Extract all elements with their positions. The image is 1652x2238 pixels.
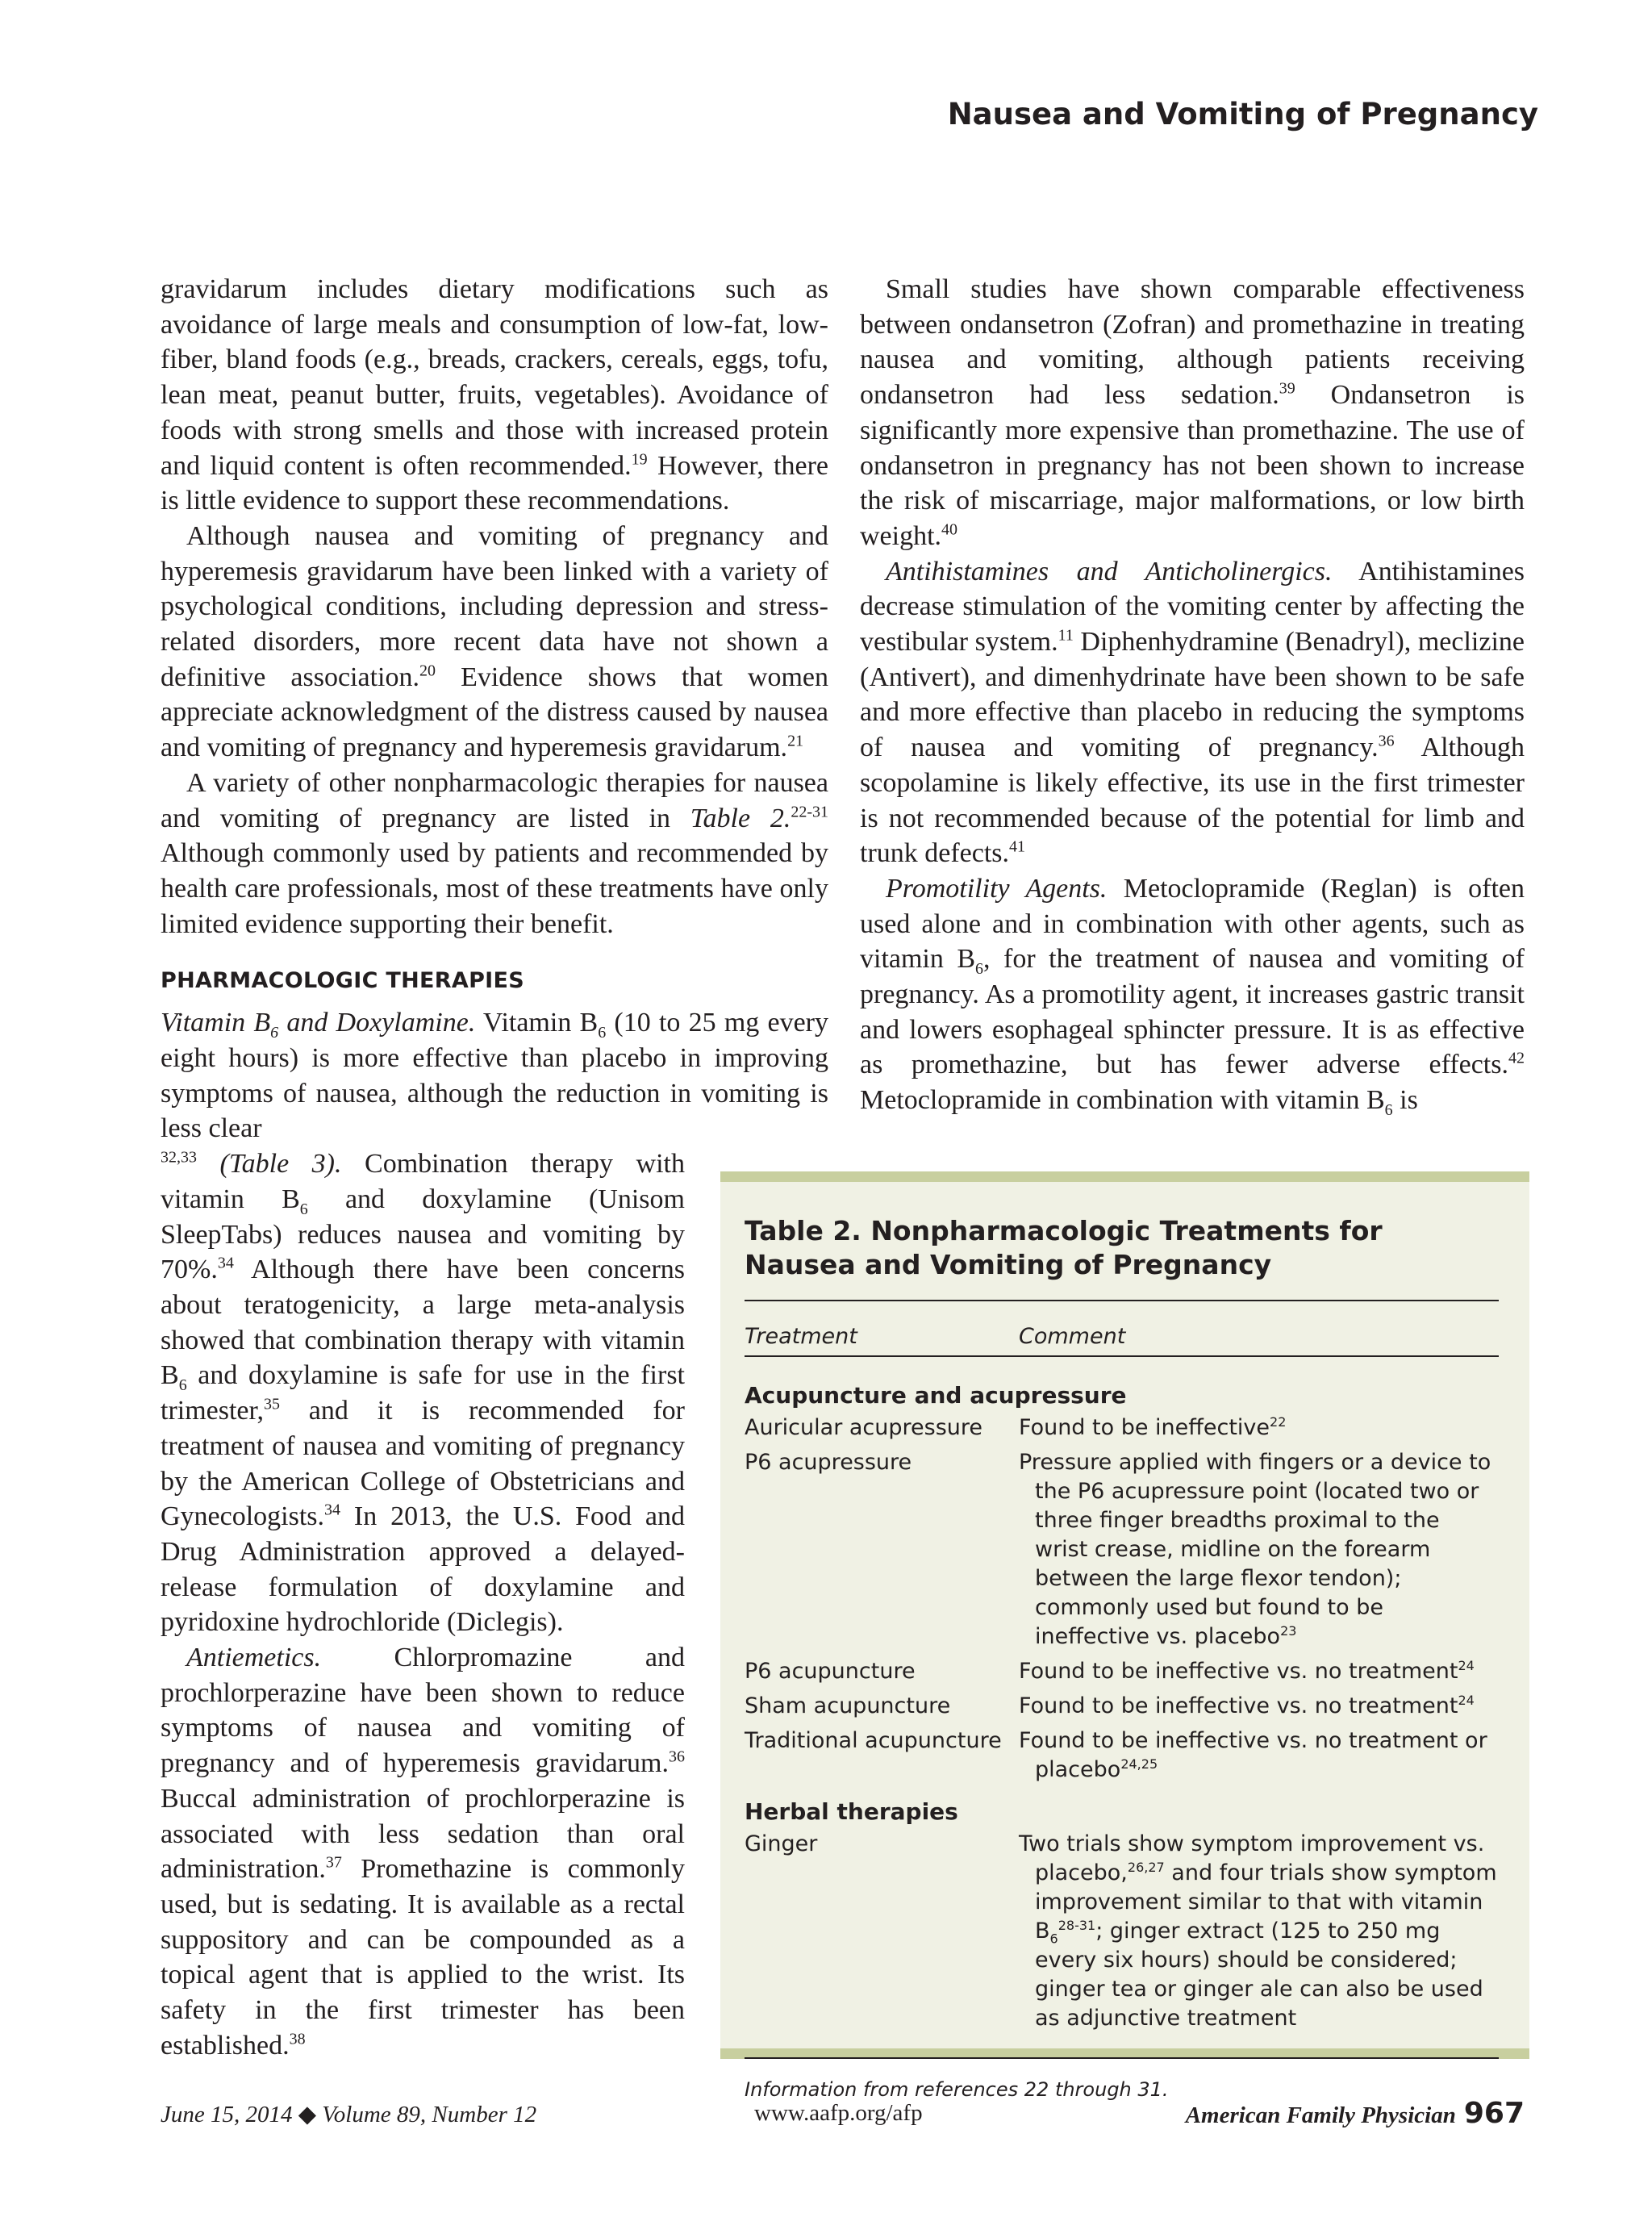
subheading: Antihistamines and Anticholinergics. [886, 556, 1333, 587]
treatment-cell: P6 acupuncture [745, 1659, 916, 1684]
right-column [860, 272, 1525, 1118]
subheading: Antiemetics. [186, 1643, 322, 1673]
table-row [745, 1830, 1499, 2033]
table-row [745, 1413, 1499, 1443]
comment-cell: Two trials show symptom improvement vs. placebo,$^{26,27}$ and four trials show symptom improvement similar to that with vitamin $B_6^{28-31}$; ginger extract (125 to 250 mg every six hours) should be considered; ginger tea or ginger ale can also be used as adjunctive treatment [1019, 1831, 1497, 2031]
journal-and-page [1186, 2097, 1525, 2130]
paragraph: Although nausea and vomiting of pregnancy and hyperemesis gravidarum have been linked with a variety of psychological conditions, including depression and stress-related disorders, more recent data have not shown a definitive association.$^{20}$ Evidence shows that women appreciate acknowledgment of the distress caused by nausea and vomiting of pregnancy and hyperemesis gravidarum.$^{21}$ [161, 520, 828, 763]
running-title: Nausea and Vomiting of Pregnancy [947, 97, 1538, 132]
table-footnote: Information from references 22 through 31. [745, 2057, 1499, 2101]
column-header-comment: Comment [1019, 1324, 1126, 1349]
comment-cell: Found to be ineffective vs. no treatment$^{24}$ [1019, 1658, 1475, 1684]
table-row [745, 1448, 1499, 1651]
treatment-cell: Auricular acupressure [745, 1415, 982, 1440]
table-row [745, 1692, 1499, 1721]
section-heading: PHARMACOLOGIC THERAPIES [161, 968, 524, 994]
journal-url: www.aafp.org/afp [754, 2100, 923, 2126]
table-2 [745, 1214, 1499, 2101]
table-row [745, 1657, 1499, 1686]
issue-info: June 15, 2014 ◆ Volume 89, Number 12 [161, 2102, 537, 2127]
table-2-box [720, 1171, 1529, 2101]
column-header-treatment: Treatment [745, 1324, 857, 1349]
paragraph: Promotility Agents. Metoclopramide (Reglan) is often used alone and in combination with other agents, such as vitamin $B_6$, for the treatment of nausea and vomiting of pregnancy. As a promotility agent, it increases gastric transit and lowers esophageal sphincter pressure. It is as effective as promethazine, but has fewer adverse effects.$^{42}$ Metoclopramide in combination with vitamin $B_6$ is [860, 873, 1525, 1119]
table-reference: (Table 3). [197, 1149, 342, 1180]
subheading: Vitamin $B_6$ and Doxylamine. [161, 1008, 476, 1042]
paragraph: A variety of other nonpharmacologic therapies for nausea and vomiting of pregnancy are listed in Table 2.$^{22-31}$ Although commonly used by patients and recommended by health care professionals, most of these treatments have only limited evidence supporting their benefit. [161, 767, 829, 939]
paragraph-continued: $^{32,33}$ (Table 3). Combination therapy with vitamin $B_6$ and doxylamine (Unisom SleepTabs) reduces nausea and vomiting by 70%.$^{34}$ Although there have been concerns about teratogenicity, a large meta-analysis showed that combination therapy with vitamin $B_6$ and doxylamine is safe for use in the first trimester,$^{35}$ and it is recommended for treatment of nausea and vomiting of pregnancy by the American College of Obstetricians and Gynecologists.$^{34}$ In 2013, the U.S. Food and Drug Administration approved a delayed-release formulation of doxylamine and pyridoxine hydrochloride (Diclegis). [161, 1148, 685, 1638]
treatment-cell: Sham acupuncture [745, 1693, 951, 1718]
paragraph: Antihistamines and Anticholinergics. Antihistamines decrease stimulation of the vomiting center by affecting the vestibular system.$^{11}$ Diphenhydramine (Benadryl), meclizine (Antivert), and dimenhydrinate have been shown to be safe and more effective than placebo in reducing the symptoms of nausea and vomiting of pregnancy.$^{36}$ Although scopolamine is likely effective, its use in the first trimester is not recommended because of the potential for limb and trunk defects.$^{41}$ [860, 556, 1525, 869]
table-title: Table 2. Nonpharmacologic Treatments for Nausea and Vomiting of Pregnancy [745, 1214, 1499, 1301]
page-number: 967 [1463, 2097, 1525, 2130]
table-body [745, 1357, 1499, 2033]
comment-cell: Pressure applied with fingers or a device to the P6 acupressure point (located two or three finger breadths proximal to the wrist crease, midline on the forearm between the large flexor tendon); commonly used but found to be ineffective vs. placebo$^{23}$ [1019, 1450, 1491, 1649]
journal-name: American Family Physician [1185, 2102, 1456, 2128]
comment-cell: Found to be ineffective$^{22}$ [1019, 1414, 1287, 1440]
treatment-cell: P6 acupressure [745, 1450, 912, 1475]
table-group-heading: Acupuncture and acupressure [745, 1382, 1127, 1409]
narrow-text-block [161, 1146, 685, 2063]
treatment-cell: Ginger [745, 1831, 818, 1856]
table-header-row [745, 1301, 1499, 1357]
treatment-cell: Traditional acupuncture [745, 1728, 1002, 1753]
paragraph: Vitamin $B_6$ and Doxylamine. Vitamin $B_6$ (10 to 25 mg every eight hours) is more effective than placebo in improving symptoms of nausea, although the reduction in vomiting is less clear [161, 1008, 829, 1144]
table-group-heading: Herbal therapies [745, 1798, 958, 1825]
comment-cell: Found to be ineffective vs. no treatment or placebo$^{24,25}$ [1019, 1728, 1487, 1782]
page-footer [161, 2097, 1525, 2140]
subheading: Promotility Agents. [886, 873, 1108, 904]
paragraph: gravidarum includes dietary modifications such as avoidance of large meals and consumption of low-fat, low-fiber, bland foods (e.g., breads, crackers, cereals, eggs, tofu, lean meat, peanut butter, fruits, vegetables). Avoidance of foods with strong smells and those with increased protein and liquid content is often recommended.$^{19}$ However, there is little evidence to support these recommendations. [161, 274, 828, 516]
paragraph: Small studies have shown comparable effectiveness between ondansetron (Zofran) and promethazine in treating nausea and vomiting, although patients receiving ondansetron had less sedation.$^{39}$ Ondansetron is significantly more expensive than promethazine. The use of ondansetron in pregnancy has not been shown to increase the risk of miscarriage, major malformations, or low birth weight.$^{40}$ [860, 274, 1525, 551]
table-reference: Table 2. [690, 803, 791, 833]
comment-cell: Found to be ineffective vs. no treatment$^{24}$ [1019, 1693, 1475, 1718]
table-row [745, 1727, 1499, 1785]
paragraph: Antiemetics. Chlorpromazine and prochlorperazine have been shown to reduce symptoms of nausea and vomiting of pregnancy and of hyperemesis gravidarum.$^{36}$ Buccal administration of prochlorperazine is associated with less sedation than oral administration.$^{37}$ Promethazine is commonly used, but is sedating. It is available as a rectal suppository and can be compounded as a topical agent that is applied to the wrist. Its safety in the first trimester has been established.$^{38}$ [161, 1643, 685, 2061]
